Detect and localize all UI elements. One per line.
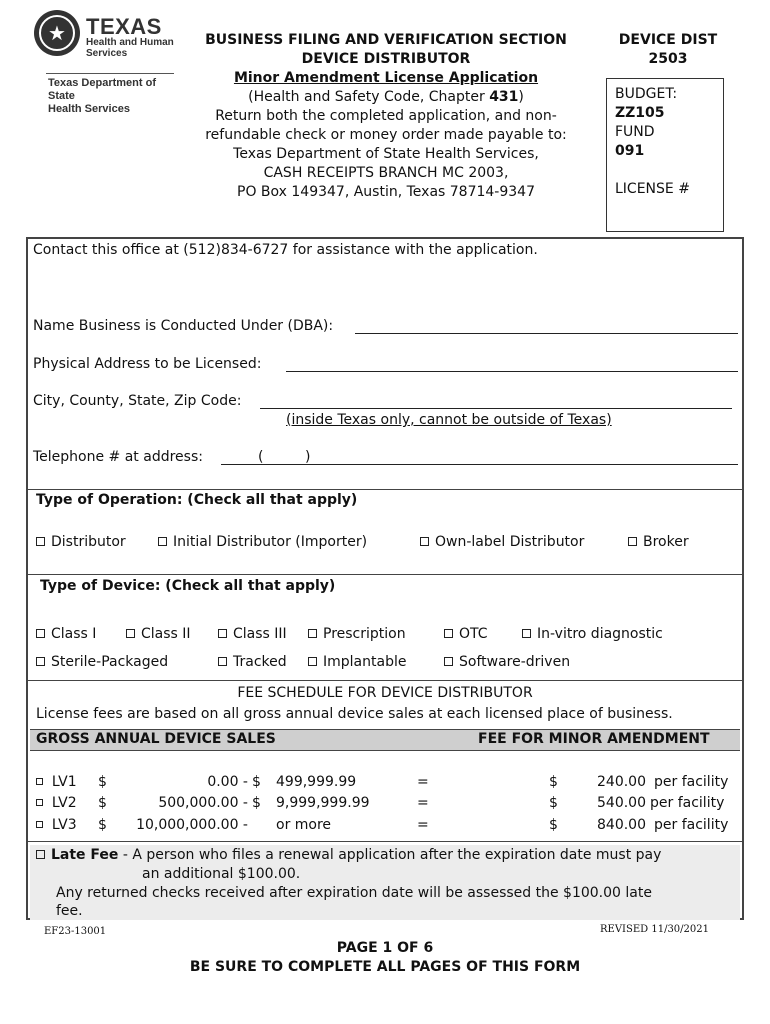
- fee-table-header: [30, 729, 740, 751]
- fee-to: or more: [276, 817, 332, 833]
- fee-from: 500,000.00 -: [158, 795, 248, 811]
- device-option-implantable[interactable]: [308, 654, 406, 670]
- option-label: Initial Distributor (Importer): [173, 534, 368, 550]
- fee-row-level[interactable]: [36, 817, 77, 833]
- phone-field[interactable]: [221, 464, 738, 465]
- fee-dollar: $: [252, 795, 261, 811]
- option-label: Class I: [51, 626, 97, 642]
- option-label: Prescription: [323, 626, 406, 642]
- header-device-distributor: DEVICE DISTRIBUTOR: [301, 51, 471, 67]
- fee-to: 9,999,999.99: [276, 795, 370, 811]
- checkbox-icon[interactable]: [36, 629, 45, 638]
- device-dist-label: DEVICE DIST: [618, 32, 718, 48]
- device-dist-number: 2503: [648, 51, 688, 67]
- checkbox-icon[interactable]: [126, 629, 135, 638]
- fee-from: 10,000,000.00 -: [136, 817, 248, 833]
- fee-unit: per facility: [650, 795, 725, 811]
- fee-equals: =: [417, 795, 429, 811]
- fee-from: 0.00 -: [207, 774, 248, 790]
- checkbox-icon[interactable]: [628, 537, 637, 546]
- header-section-title: BUSINESS FILING AND VERIFICATION SECTION: [205, 32, 567, 48]
- fee-level: LV3: [51, 817, 77, 833]
- budget-box: [606, 78, 724, 232]
- form-title: Minor Amendment License Application: [233, 70, 539, 86]
- checkbox-icon[interactable]: [308, 629, 317, 638]
- fee-row-level[interactable]: [36, 774, 77, 790]
- device-option-software[interactable]: [444, 654, 570, 670]
- option-label: Implantable: [323, 654, 407, 670]
- header-payee: Texas Department of State Health Services,: [233, 146, 539, 162]
- fee-equals: =: [417, 817, 429, 833]
- option-label: Software-driven: [459, 654, 571, 670]
- option-label: OTC: [459, 626, 488, 642]
- fee-row-level[interactable]: [36, 795, 77, 811]
- late-fee-label: Late Fee: [51, 847, 119, 863]
- star-icon: ★: [39, 15, 75, 51]
- logo-hhs-line2: Services: [86, 48, 128, 59]
- statute-suffix: ): [518, 89, 524, 105]
- application-form: [26, 237, 744, 920]
- operation-option-broker[interactable]: [628, 534, 689, 550]
- page-number: PAGE 1 OF 6: [336, 940, 434, 956]
- hhs-logo: [34, 10, 174, 115]
- header-instructions-2: refundable check or money order made payable to:: [205, 127, 567, 143]
- late-fee-text: - A person who files a renewal application after the expiration date must pay: [118, 847, 662, 863]
- city-label: City, County, State, Zip Code:: [33, 393, 242, 409]
- checkbox-icon[interactable]: [36, 821, 43, 828]
- checkbox-icon[interactable]: [522, 629, 531, 638]
- late-fee-divider: [28, 841, 742, 842]
- fee-to: 499,999.99: [276, 774, 357, 790]
- phone-paren-open: (: [258, 449, 264, 465]
- checkbox-icon[interactable]: [36, 778, 43, 785]
- header-po-box: PO Box 149347, Austin, Texas 78714-9347: [237, 184, 535, 200]
- late-fee-section: [30, 845, 740, 920]
- checkbox-icon[interactable]: [218, 629, 227, 638]
- logo-divider: [46, 73, 174, 74]
- device-option-otc[interactable]: [444, 626, 488, 642]
- checkbox-icon[interactable]: [158, 537, 167, 546]
- logo-dshs-text: [48, 77, 178, 116]
- operation-option-distributor[interactable]: [36, 534, 126, 550]
- option-label: Sterile-Packaged: [51, 654, 169, 670]
- option-label: In-vitro diagnostic: [537, 626, 663, 642]
- device-dist-code: [598, 31, 738, 69]
- contact-text: Contact this office at (512)834-6727 for assistance with the application.: [33, 242, 538, 258]
- option-label: Tracked: [233, 654, 287, 670]
- late-fee-line3: Any returned checks received after expiration date will be assessed the $100.00 late: [56, 885, 652, 901]
- option-label: Own-label Distributor: [435, 534, 585, 550]
- revised-date: REVISED 11/30/2021: [600, 924, 709, 935]
- checkbox-icon[interactable]: [420, 537, 429, 546]
- checkbox-icon[interactable]: [36, 850, 45, 859]
- fee-level: LV2: [51, 795, 77, 811]
- checkbox-icon[interactable]: [36, 799, 43, 806]
- budget-code: ZZ105: [615, 105, 665, 121]
- operation-section: [28, 489, 742, 575]
- logo-hhs-line1: Health and Human: [86, 37, 174, 48]
- form-id: EF23-13001: [44, 926, 107, 937]
- business-info-section: [28, 239, 742, 489]
- fee-dollar: $: [549, 795, 558, 811]
- fee-dollar: $: [549, 817, 558, 833]
- fee-dollar: $: [98, 774, 107, 790]
- fee-dollar: $: [98, 795, 107, 811]
- texas-seal: [34, 10, 80, 56]
- city-field[interactable]: [260, 408, 732, 409]
- dba-field[interactable]: [355, 333, 738, 334]
- device-option-class-iii[interactable]: [218, 626, 287, 642]
- fund-label: FUND: [615, 124, 655, 140]
- device-option-sterile[interactable]: [36, 654, 168, 670]
- device-option-tracked[interactable]: [218, 654, 287, 670]
- fee-schedule-title: FEE SCHEDULE FOR DEVICE DISTRIBUTOR: [237, 685, 533, 701]
- gross-sales-header: GROSS ANNUAL DEVICE SALES: [36, 731, 276, 747]
- checkbox-icon[interactable]: [36, 537, 45, 546]
- device-option-class-ii[interactable]: [126, 626, 191, 642]
- logo-dshs-line1: Texas Department of State: [48, 77, 156, 102]
- late-fee-line1[interactable]: [36, 847, 661, 863]
- fee-amount: 540.00: [597, 795, 646, 811]
- fee-dollar: $: [98, 817, 107, 833]
- device-section: [28, 575, 742, 681]
- budget-label: BUDGET:: [615, 86, 678, 102]
- option-label: Distributor: [51, 534, 126, 550]
- logo-hhs-text: [86, 37, 176, 59]
- option-label: Class II: [141, 626, 191, 642]
- header-instructions-1: Return both the completed application, and non-: [215, 108, 557, 124]
- device-option-prescription[interactable]: [308, 626, 406, 642]
- license-number-label: LICENSE #: [615, 181, 690, 197]
- address-field[interactable]: [286, 371, 738, 372]
- fee-unit: per facility: [654, 774, 729, 790]
- city-note: (inside Texas only, cannot be outside of Texas): [286, 412, 612, 428]
- fee-unit: per facility: [654, 817, 729, 833]
- checkbox-icon[interactable]: [308, 657, 317, 666]
- fee-dollar: $: [549, 774, 558, 790]
- address-label: Physical Address to be Licensed:: [33, 356, 262, 372]
- fee-amount: 840.00: [597, 817, 646, 833]
- option-label: Broker: [643, 534, 689, 550]
- operation-option-importer[interactable]: [158, 534, 367, 550]
- phone-paren-close: ): [305, 449, 311, 465]
- logo-texas-text: TEXAS: [86, 14, 162, 39]
- checkbox-icon[interactable]: [36, 657, 45, 666]
- device-option-in-vitro[interactable]: [522, 626, 663, 642]
- device-option-class-i[interactable]: [36, 626, 96, 642]
- fee-dollar: $: [252, 774, 261, 790]
- fee-level: LV1: [51, 774, 77, 790]
- statute-chapter: 431: [489, 89, 519, 105]
- fee-schedule-note: License fees are based on all gross annual device sales at each licensed place of business.: [36, 706, 673, 722]
- checkbox-icon[interactable]: [444, 657, 453, 666]
- statute-prefix: (Health and Safety Code, Chapter: [248, 89, 490, 105]
- phone-label: Telephone # at address:: [33, 449, 203, 465]
- checkbox-icon[interactable]: [444, 629, 453, 638]
- form-header: [180, 31, 592, 202]
- late-fee-line2: an additional $100.00.: [142, 866, 301, 882]
- fee-amount: 240.00: [597, 774, 646, 790]
- dba-label: Name Business is Conducted Under (DBA):: [33, 318, 334, 334]
- operation-option-own-label[interactable]: [420, 534, 584, 550]
- header-branch: CASH RECEIPTS BRANCH MC 2003,: [263, 165, 509, 181]
- option-label: Class III: [233, 626, 287, 642]
- checkbox-icon[interactable]: [218, 657, 227, 666]
- operation-title: Type of Operation: (Check all that apply): [36, 492, 358, 508]
- late-fee-line4: fee.: [56, 903, 83, 919]
- logo-dshs-line2: Health Services: [48, 103, 130, 115]
- device-title: Type of Device: (Check all that apply): [40, 578, 336, 594]
- fund-code: 091: [615, 143, 645, 159]
- complete-all-pages-note: BE SURE TO COMPLETE ALL PAGES OF THIS FORM: [189, 959, 581, 975]
- header-statute: [180, 88, 592, 107]
- fee-equals: =: [417, 774, 429, 790]
- fee-header: FEE FOR MINOR AMENDMENT: [478, 731, 710, 747]
